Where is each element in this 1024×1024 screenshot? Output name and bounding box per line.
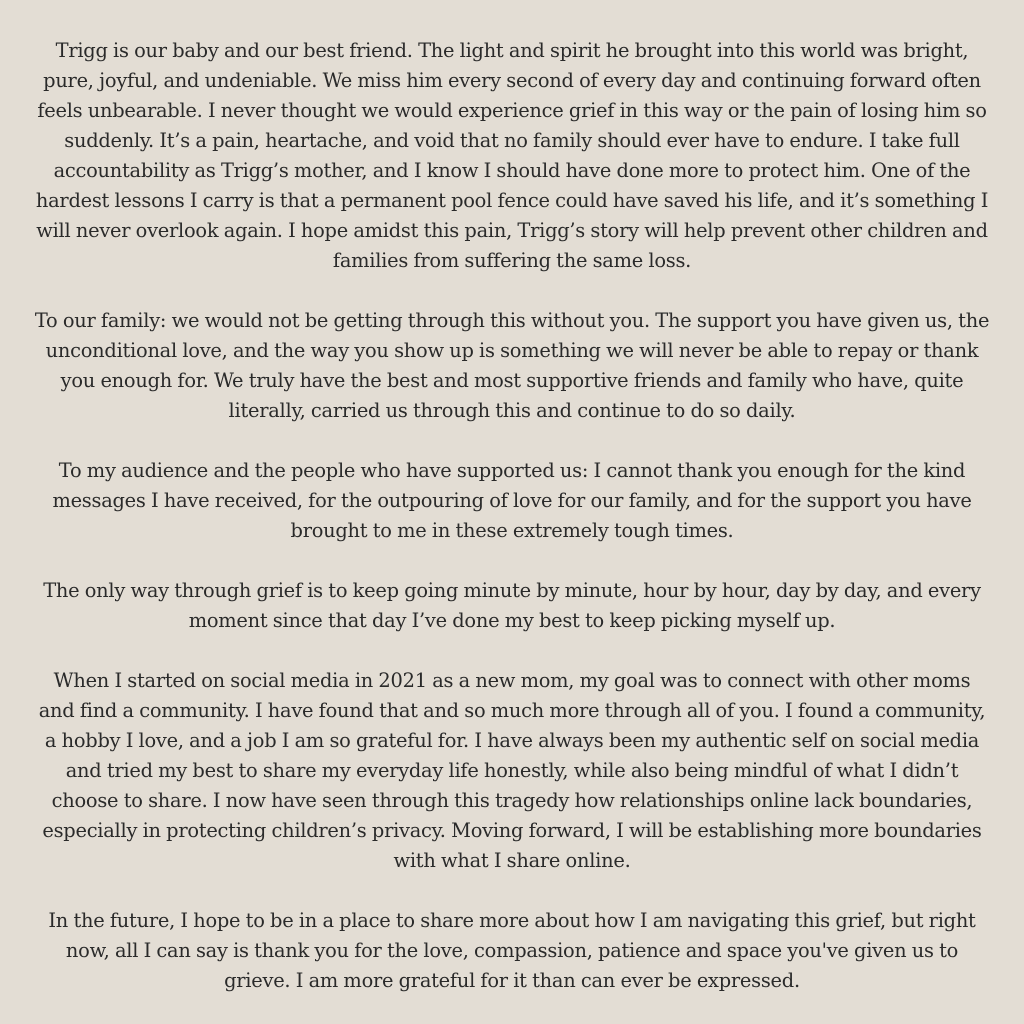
paragraph-family-thanks: To our family: we would not be getting through this without you. The support you have given us, the unconditional love, and the way you show up is something we will never be able to repay or thank you enough for. We truly have the best and most supportive friends and family who have, quite literally, carried us through this and continue to do so daily. bbox=[34, 309, 990, 422]
paragraph-social-media: When I started on social media in 2021 as a new mom, my goal was to connect with other moms and find a community. I have found that and so much more through all of you. I found a community, a hobby I love, and a job I am so grateful for. I have always been my authentic self on social media and tried my best to share my everyday life honestly, while also being mindful of what I didn’t choose to share. I now have seen through this tragedy how relationships online lack boundaries, especially in protecting children’s privacy. Moving forward, I will be establishing more boundaries with what I share online. bbox=[38, 669, 986, 872]
paragraph-future: In the future, I hope to be in a place to share more about how I am navigating this grief, but right now, all I can say is thank you for the love, compassion, patience and space you've given us to grieve. I am more grateful for it than can ever be expressed. bbox=[48, 909, 976, 992]
paragraph-audience-thanks: To my audience and the people who have supported us: I cannot thank you enough for the kind messages I have received, for the outpouring of love for our family, and for the support you have brought to me in these extremely tough times. bbox=[52, 459, 972, 542]
paragraph-grief: The only way through grief is to keep going minute by minute, hour by hour, day by day, and every moment since that day I’ve done my best to keep picking myself up. bbox=[43, 579, 981, 632]
paragraph-trigg-tribute: Trigg is our baby and our best friend. The light and spirit he brought into this world was bright, pure, joyful, and undeniable. We miss him every second of every day and continuing forward often feels unbearable. I never thought we would experience grief in this way or the pain of losing him so suddenly. It’s a pain, heartache, and void that no family should ever have to endure. I take full accountability as Trigg’s mother, and I know I should have done more to protect him. One of the hardest lessons I carry is that a permanent pool fence could have saved his life, and it’s something I will never overlook again. I hope amidst this pain, Trigg’s story will help prevent other children and families from suffering the same loss. bbox=[35, 39, 989, 272]
